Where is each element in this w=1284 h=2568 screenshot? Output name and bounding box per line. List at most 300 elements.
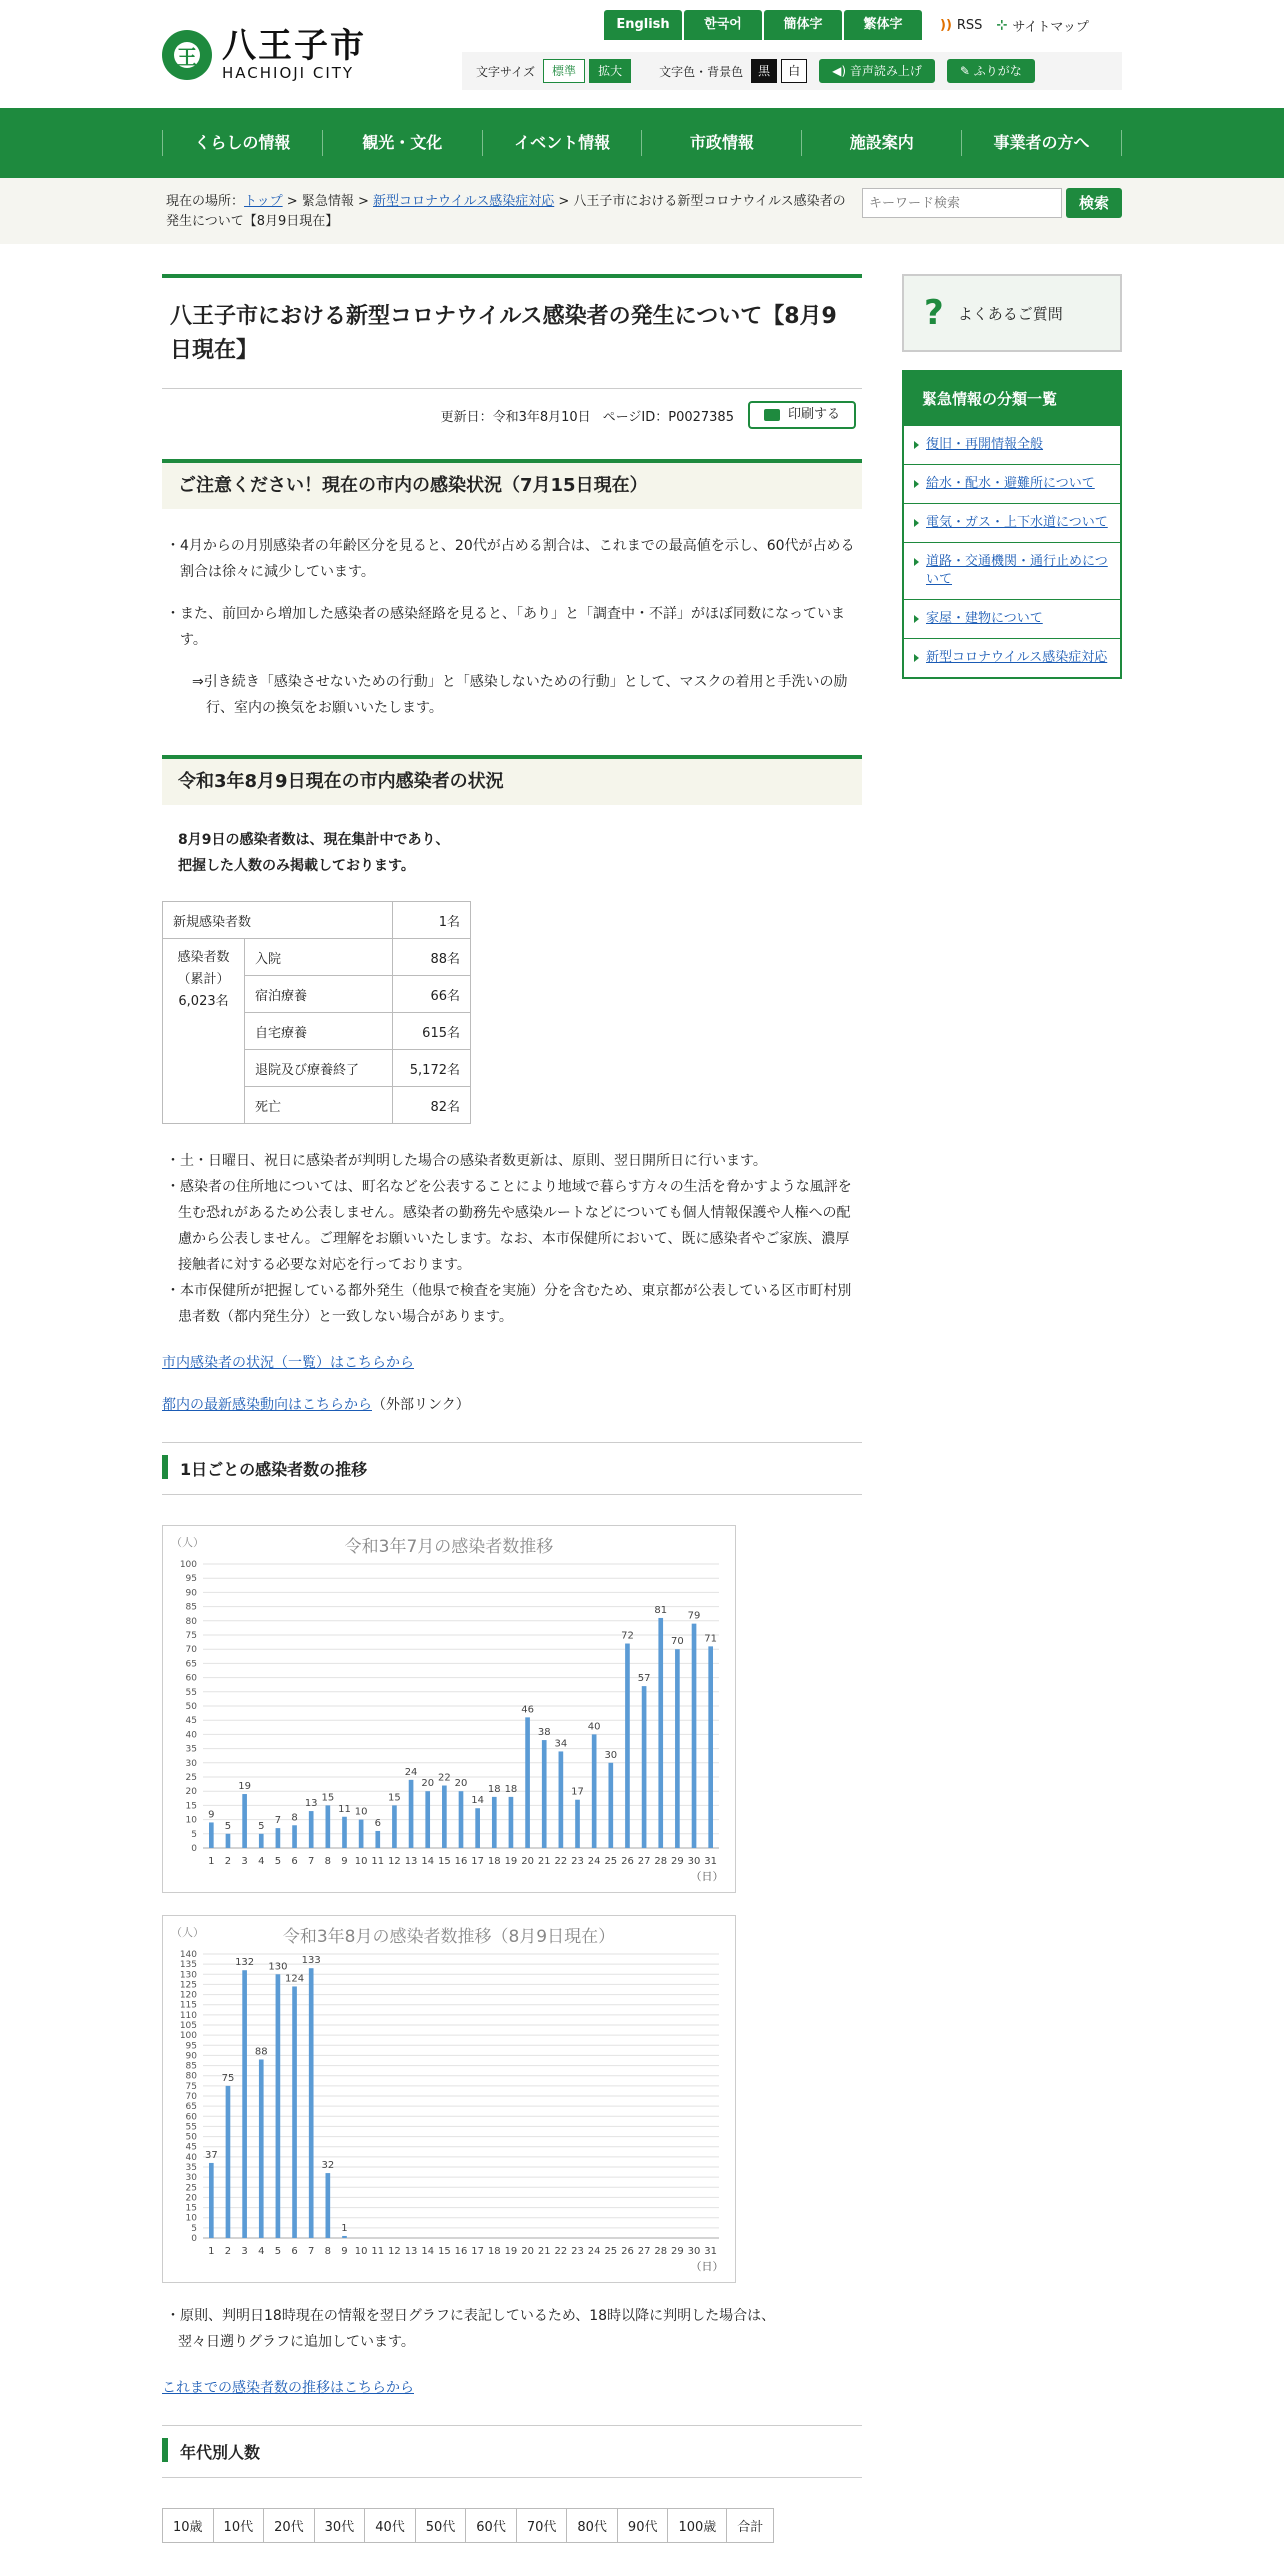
x-tick-label: 24 — [587, 2246, 601, 2257]
bar — [542, 1740, 547, 1848]
x-tick-label: 4 — [258, 1856, 265, 1867]
x-tick-label: 2 — [224, 1856, 232, 1867]
site-search — [862, 188, 1122, 218]
lang-simplified-chinese-button[interactable]: 簡体字 — [764, 10, 842, 40]
y-tick-label: 110 — [179, 2010, 197, 2021]
bar — [409, 1780, 414, 1848]
data-label: 38 — [537, 1727, 551, 1739]
y-tick-label: 75 — [185, 1631, 197, 1641]
bar — [259, 2059, 264, 2238]
y-axis-unit-label: （人） — [171, 1536, 204, 1549]
language-bar — [604, 10, 924, 40]
x-tick-label: 29 — [671, 2246, 684, 2257]
age-column-header: 10代 — [213, 2509, 264, 2543]
august-chart-svg — [163, 1916, 735, 2282]
x-tick-label: 31 — [704, 1856, 718, 1867]
faq-link[interactable] — [902, 274, 1122, 352]
data-label: 18 — [487, 1783, 501, 1795]
data-label: 14 — [471, 1795, 485, 1807]
bar — [309, 1811, 314, 1848]
x-tick-label: 16 — [454, 1856, 468, 1867]
row-label: 入院 — [245, 939, 393, 976]
y-tick-label: 10 — [185, 1815, 197, 1826]
lang-korean-button[interactable]: 한국어 — [684, 10, 762, 40]
x-tick-label: 9 — [341, 1856, 348, 1867]
data-label: 7 — [274, 1815, 282, 1827]
x-tick-label: 12 — [388, 2246, 401, 2257]
data-label: 71 — [704, 1633, 718, 1645]
category-link[interactable]: 復旧・再開情報全般 — [926, 437, 1044, 452]
bar — [226, 1834, 231, 1848]
rss-link[interactable] — [940, 18, 982, 33]
sitemap-icon: ⊹ — [996, 18, 1008, 33]
age-column-header: 80代 — [567, 2509, 618, 2543]
color-black-button[interactable]: 黒 — [751, 59, 777, 83]
y-tick-label: 140 — [179, 1950, 197, 1960]
bar — [259, 1834, 264, 1848]
x-tick-label: 30 — [687, 1856, 701, 1867]
accessibility-tools — [462, 52, 1122, 90]
x-tick-label: 19 — [504, 2246, 518, 2257]
search-button[interactable]: 検索 — [1066, 188, 1122, 218]
y-tick-label: 70 — [185, 1645, 197, 1656]
breadcrumb-top[interactable]: トップ — [244, 194, 283, 209]
y-tick-label: 125 — [179, 1980, 197, 1991]
aggregation-note-line-1: 8月9日の感染者数は、現在集計中であり、 — [178, 832, 450, 848]
bar — [442, 1786, 447, 1848]
data-label: 124 — [285, 1973, 305, 1985]
bar — [326, 1805, 331, 1848]
voice-read-button[interactable]: ◀) 音声読み上げ — [819, 59, 935, 83]
bar — [359, 1820, 364, 1848]
x-tick-label: 15 — [437, 1856, 451, 1867]
x-tick-label: 8 — [324, 1856, 332, 1867]
row-value: 66名 — [393, 976, 471, 1013]
data-label: 34 — [554, 1738, 568, 1750]
y-tick-label: 90 — [185, 2051, 197, 2062]
category-link[interactable]: 家屋・建物について — [926, 611, 1043, 626]
bar — [658, 1618, 663, 1848]
data-label: 10 — [354, 1806, 368, 1818]
row-label: 自宅療養 — [245, 1013, 393, 1050]
new-cases-label: 新規感染者数 — [163, 902, 393, 939]
x-tick-label: 27 — [637, 1856, 651, 1867]
x-tick-label: 26 — [621, 2246, 634, 2257]
age-column-header: 70代 — [516, 2509, 567, 2543]
y-tick-label: 20 — [185, 1787, 197, 1798]
breadcrumb-prefix: 現在の場所： — [166, 194, 245, 209]
age-column-header: 100歳 — [668, 2509, 727, 2543]
data-label: 79 — [687, 1610, 701, 1622]
global-nav — [0, 108, 1284, 178]
page-id: ページID：P0027385 — [602, 409, 734, 425]
data-label: 1 — [341, 2222, 348, 2234]
data-label: 81 — [654, 1604, 668, 1616]
row-value: 88名 — [393, 939, 471, 976]
data-label: 22 — [437, 1772, 451, 1784]
emergency-category-list — [902, 370, 1122, 679]
age-column-header: 合計 — [727, 2509, 774, 2543]
breadcrumb-sep: > — [353, 194, 373, 209]
y-tick-label: 10 — [185, 2213, 197, 2224]
y-tick-label: 65 — [185, 1659, 197, 1670]
x-tick-label: 17 — [471, 2246, 485, 2257]
x-tick-label: 11 — [371, 2246, 385, 2257]
chart-title: 令和3年8月の感染者数推移（8月9日現在） — [282, 1927, 616, 1947]
x-tick-label: 7 — [308, 1856, 315, 1867]
print-label: 印刷する — [787, 407, 840, 422]
data-label: 24 — [404, 1766, 418, 1778]
age-column-header: 50代 — [415, 2509, 466, 2543]
furigana-button[interactable]: ✎ ふりがな — [947, 59, 1035, 83]
bar — [392, 1805, 397, 1848]
x-tick-label: 23 — [571, 1856, 584, 1867]
bar — [525, 1717, 530, 1848]
list-item[interactable] — [904, 503, 1120, 542]
age-group-table — [162, 2508, 774, 2543]
y-tick-label: 100 — [179, 2031, 197, 2042]
font-standard-button[interactable]: 標準 — [543, 59, 585, 83]
x-tick-label: 13 — [404, 1856, 418, 1867]
x-tick-label: 20 — [521, 2246, 534, 2257]
bar — [375, 1831, 380, 1848]
sitemap-link[interactable] — [996, 16, 1088, 35]
breadcrumb-current: 八王子市における新型コロナウイルス感染者の発生について【8月9日現在】 — [166, 194, 846, 229]
table-row — [163, 902, 471, 939]
y-tick-label: 30 — [185, 1758, 197, 1769]
status-paragraph-2: ・また、前回から増加した感染者の感染経路を見ると、「あり」と「調査中・不詳」がほぼ同数になっています。 — [166, 606, 845, 648]
note-weekend: ・土・日曜日、祝日に感染者が判明した場合の感染者数更新は、原則、翌日開所日に行います。 — [166, 1153, 767, 1169]
y-tick-label: 100 — [179, 1560, 197, 1570]
age-column-header: 60代 — [466, 2509, 517, 2543]
category-link[interactable]: 道路・交通機関・通行止めについて — [926, 554, 1108, 587]
bar — [226, 2086, 231, 2238]
bar — [342, 1817, 347, 1848]
y-tick-label: 45 — [185, 2142, 197, 2153]
font-size-label: 文字サイズ — [476, 64, 536, 79]
breadcrumb-sep: > — [554, 194, 574, 209]
y-tick-label: 20 — [185, 2193, 197, 2204]
color-white-button[interactable]: 白 — [781, 59, 807, 83]
data-label: 46 — [521, 1704, 534, 1716]
y-tick-label: 135 — [179, 1960, 197, 1971]
age-group-heading: 年代別人数 — [162, 2425, 862, 2478]
faq-label: よくあるご質問 — [957, 304, 1063, 323]
x-tick-label: 27 — [637, 2246, 651, 2257]
status-paragraph-1: ・4月からの月別感染者の年齢区分を見ると、20代が占める割合は、これまでの最高値を示し、60代が占める割合は徐々に減少しています。 — [166, 538, 855, 580]
bar — [276, 1974, 281, 2238]
status-paragraph-3: ⇒引き続き「感染させないための行動」と「感染しないための行動」として、マスクの着用と手洗いの励行、室内の換気をお願いいたします。 — [192, 674, 848, 716]
bar — [292, 1986, 297, 2238]
category-link[interactable]: 新型コロナウイルス感染症対応 — [926, 650, 1108, 665]
data-label: 57 — [637, 1673, 651, 1685]
y-tick-label: 5 — [191, 1829, 197, 1840]
list-item[interactable] — [904, 542, 1120, 599]
data-label: 130 — [268, 1961, 288, 1973]
bar — [292, 1825, 297, 1848]
data-label: 6 — [374, 1817, 381, 1829]
rss-label: RSS — [956, 18, 983, 33]
site-header — [0, 0, 1284, 108]
x-tick-label: 28 — [654, 1856, 668, 1867]
category-link[interactable]: 給水・配水・避難所について — [926, 476, 1095, 491]
breadcrumb-emergency: 緊急情報 — [301, 194, 354, 209]
bar — [326, 2173, 331, 2238]
lang-english-button[interactable]: English — [604, 10, 682, 40]
breadcrumb — [166, 192, 846, 232]
data-label: 70 — [671, 1636, 684, 1648]
nav-facilities[interactable]: 施設案内 — [801, 130, 961, 156]
data-label: 37 — [204, 2149, 218, 2161]
x-tick-label: 10 — [354, 1856, 368, 1867]
cumulative-total: 6,023名 — [178, 994, 229, 1009]
y-tick-label: 70 — [185, 2092, 197, 2102]
row-label: 宿泊療養 — [245, 976, 393, 1013]
search-input[interactable] — [862, 188, 1062, 218]
list-item[interactable] — [904, 638, 1120, 677]
breadcrumb-sep: > — [282, 194, 302, 209]
table-row — [163, 939, 471, 976]
age-column-header: 20代 — [264, 2509, 315, 2543]
data-label: 30 — [604, 1749, 618, 1761]
data-label: 9 — [208, 1809, 215, 1821]
table-row — [163, 2509, 774, 2543]
x-tick-label: 6 — [291, 1856, 298, 1867]
x-tick-label: 24 — [587, 1856, 601, 1867]
x-tick-label: 5 — [274, 1856, 282, 1867]
bar — [509, 1797, 514, 1848]
site-logo[interactable] — [162, 28, 366, 82]
nav-tourism[interactable]: 観光・文化 — [322, 130, 482, 156]
bar — [575, 1800, 580, 1848]
y-tick-label: 55 — [185, 1687, 197, 1698]
y-tick-label: 80 — [185, 1616, 197, 1627]
data-label: 133 — [301, 1955, 321, 1967]
x-tick-label: 23 — [571, 2246, 584, 2257]
main-content — [162, 274, 862, 2543]
nav-city-admin[interactable]: 市政情報 — [641, 130, 801, 156]
print-button[interactable] — [748, 401, 856, 429]
age-column-header: 10歳 — [163, 2509, 214, 2543]
cumulative-label-2: （累計） — [177, 972, 230, 987]
bar — [675, 1649, 680, 1848]
y-tick-label: 0 — [191, 2234, 197, 2244]
nav-business[interactable]: 事業者の方へ — [961, 130, 1122, 156]
data-label: 75 — [221, 2072, 235, 2084]
x-tick-label: 25 — [604, 2246, 618, 2257]
x-tick-label: 19 — [504, 1856, 518, 1867]
y-tick-label: 35 — [185, 1744, 197, 1755]
x-tick-label: 21 — [537, 2246, 551, 2257]
tokyo-trend-link[interactable]: 都内の最新感染動向はこちらから — [162, 1397, 372, 1413]
y-tick-label: 5 — [191, 2223, 197, 2234]
bar — [276, 1828, 281, 1848]
x-tick-label: 6 — [291, 2246, 298, 2257]
y-tick-label: 15 — [185, 1801, 197, 1812]
bar — [242, 1970, 247, 2238]
bar — [425, 1791, 430, 1848]
august-chart — [162, 1915, 736, 2283]
list-item[interactable] — [904, 464, 1120, 503]
section-infected-status-heading: 令和3年8月9日現在の市内感染者の状況 — [162, 755, 862, 805]
x-tick-label: 16 — [454, 2246, 468, 2257]
y-tick-label: 85 — [185, 2061, 197, 2072]
lang-traditional-chinese-button[interactable]: 繁体字 — [844, 10, 922, 40]
data-label: 5 — [224, 1820, 232, 1832]
section-current-status-heading: ご注意ください！現在の市内の感染状況（7月15日現在） — [162, 459, 862, 509]
rss-icon: )) — [940, 18, 952, 33]
city-emblem-icon — [162, 30, 212, 80]
logo-english: HACHIOJI CITY — [222, 64, 355, 82]
data-label: 15 — [321, 1792, 335, 1804]
infection-stats-table — [162, 901, 471, 1124]
july-chart-svg — [163, 1526, 735, 1892]
bar — [459, 1791, 464, 1848]
graph-timing-note-1: ・原則、判明日18時現在の情報を翌日グラフに表記しているため、18時以降に判明した場合は、 — [166, 2308, 776, 2324]
x-tick-label: 1 — [208, 1856, 215, 1867]
y-tick-label: 65 — [185, 2102, 197, 2113]
cumulative-label-1: 感染者数 — [177, 950, 230, 965]
bar — [309, 1968, 314, 2238]
age-column-header: 90代 — [617, 2509, 668, 2543]
x-tick-label: 10 — [354, 2246, 368, 2257]
x-tick-label: 5 — [274, 2246, 282, 2257]
bar — [642, 1686, 647, 1848]
y-axis-unit-label: （人） — [171, 1926, 204, 1939]
data-label: 18 — [504, 1783, 518, 1795]
x-tick-label: 1 — [208, 2246, 215, 2257]
x-tick-label: 30 — [687, 2246, 701, 2257]
y-tick-label: 95 — [185, 2041, 197, 2052]
y-tick-label: 30 — [185, 2173, 197, 2184]
bar — [559, 1751, 564, 1848]
row-value: 82名 — [393, 1087, 471, 1124]
cumulative-label — [163, 939, 245, 1124]
y-tick-label: 55 — [185, 2122, 197, 2133]
x-tick-label: 22 — [554, 1856, 568, 1867]
july-chart — [162, 1525, 736, 1893]
y-tick-label: 25 — [185, 2183, 197, 2194]
y-tick-label: 95 — [185, 1574, 197, 1585]
printer-icon — [764, 409, 780, 421]
sitemap-label: サイトマップ — [1012, 20, 1089, 35]
furigana-label: ふりがな — [973, 64, 1022, 78]
x-tick-label: 20 — [521, 1856, 534, 1867]
x-tick-label: 18 — [487, 2246, 501, 2257]
x-tick-label: 14 — [421, 2246, 435, 2257]
y-tick-label: 120 — [179, 1990, 197, 2001]
x-tick-label: 8 — [324, 2246, 332, 2257]
x-tick-label: 9 — [341, 2246, 348, 2257]
x-tick-label: 25 — [604, 1856, 618, 1867]
logo-japanese: 八王子市 — [222, 26, 366, 66]
list-item[interactable] — [904, 425, 1120, 464]
bar — [209, 1822, 214, 1848]
nav-living[interactable]: くらしの情報 — [162, 130, 322, 156]
x-tick-label: 28 — [654, 2246, 668, 2257]
data-label: 132 — [235, 1957, 255, 1969]
x-axis-unit-label: （日） — [690, 1870, 724, 1883]
x-tick-label: 31 — [704, 2246, 718, 2257]
data-label: 88 — [254, 2046, 268, 2058]
x-tick-label: 26 — [621, 1856, 634, 1867]
x-tick-label: 22 — [554, 2246, 568, 2257]
y-tick-label: 40 — [185, 1730, 197, 1741]
y-tick-label: 115 — [179, 2000, 197, 2011]
y-tick-label: 85 — [185, 1602, 197, 1613]
y-tick-label: 105 — [179, 2021, 197, 2031]
y-tick-label: 0 — [191, 1844, 197, 1854]
y-tick-label: 45 — [185, 1716, 197, 1727]
bar — [592, 1734, 597, 1848]
data-label: 72 — [621, 1630, 634, 1642]
y-tick-label: 50 — [185, 2132, 197, 2143]
page-meta — [162, 389, 862, 441]
data-label: 19 — [238, 1781, 251, 1793]
x-tick-label: 14 — [421, 1856, 435, 1867]
x-tick-label: 17 — [471, 1856, 485, 1867]
nav-events[interactable]: イベント情報 — [482, 130, 642, 156]
x-tick-label: 29 — [671, 1856, 684, 1867]
bar — [242, 1794, 247, 1848]
bar — [492, 1797, 497, 1848]
new-cases-value: 1名 — [393, 902, 471, 939]
x-tick-label: 21 — [537, 1856, 551, 1867]
daily-trend-heading: 1日ごとの感染者数の推移 — [162, 1442, 862, 1495]
y-tick-label: 130 — [179, 1970, 197, 1981]
note-privacy: ・感染者の住所地については、町名などを公表することにより地域で暮らす方々の生活を脅かすような風評を生む恐れがあるため公表しません。感染者の勤務先や感染ルートなどについても個人情報保護や人権への配慮から公表しません。ご理解をお願いいたします。なお、本市保健所において、既に感染者やご家族、濃厚接触者に対する必要な対応を行っております。 — [166, 1179, 852, 1273]
external-link-note: （外部リンク） — [372, 1397, 470, 1413]
y-tick-label: 35 — [185, 2163, 197, 2173]
x-tick-label: 4 — [258, 2246, 265, 2257]
x-tick-label: 13 — [404, 2246, 418, 2257]
data-label: 13 — [304, 1798, 318, 1810]
data-label: 20 — [454, 1778, 468, 1790]
y-tick-label: 80 — [185, 2071, 197, 2082]
x-tick-label: 7 — [308, 2246, 315, 2257]
row-value: 5,172名 — [393, 1050, 471, 1087]
x-tick-label: 3 — [241, 1856, 248, 1867]
row-value: 615名 — [393, 1013, 471, 1050]
page-title: 八王子市における新型コロナウイルス感染者の発生について【8月9日現在】 — [162, 274, 862, 389]
y-tick-label: 75 — [185, 2081, 197, 2092]
data-label: 20 — [421, 1778, 435, 1790]
past-trend-link[interactable]: これまでの感染者数の推移はこちらから — [162, 2380, 414, 2396]
bar — [209, 2163, 214, 2238]
color-label: 文字色・背景色 — [659, 64, 744, 79]
list-item[interactable] — [904, 599, 1120, 638]
voice-label: 音声読み上げ — [849, 64, 922, 78]
city-cases-list-link[interactable]: 市内感染者の状況（一覧）はこちらから — [162, 1355, 414, 1371]
category-link[interactable]: 電気・ガス・上下水道について — [926, 515, 1108, 530]
y-tick-label: 15 — [185, 2203, 197, 2214]
x-tick-label: 3 — [241, 2246, 248, 2257]
y-tick-label: 40 — [185, 2152, 197, 2163]
font-large-button[interactable]: 拡大 — [589, 59, 631, 83]
x-tick-label: 11 — [371, 1856, 385, 1867]
data-label: 32 — [321, 2160, 335, 2172]
data-label: 11 — [338, 1803, 351, 1815]
note-outside-tokyo: ・本市保健所が把握している都外発生（他県で検査を実施）分を含むため、東京都が公表している区市町村別患者数（都内発生分）と一致しない場合があります。 — [166, 1283, 852, 1325]
bar — [342, 2236, 347, 2238]
row-label: 退院及び療養終了 — [245, 1050, 393, 1087]
x-tick-label: 18 — [487, 1856, 501, 1867]
bar — [475, 1808, 480, 1848]
bar — [692, 1624, 697, 1848]
breadcrumb-covid[interactable]: 新型コロナウイルス感染症対応 — [373, 194, 555, 209]
category-heading: 緊急情報の分類一覧 — [904, 372, 1120, 425]
bar — [625, 1644, 630, 1848]
